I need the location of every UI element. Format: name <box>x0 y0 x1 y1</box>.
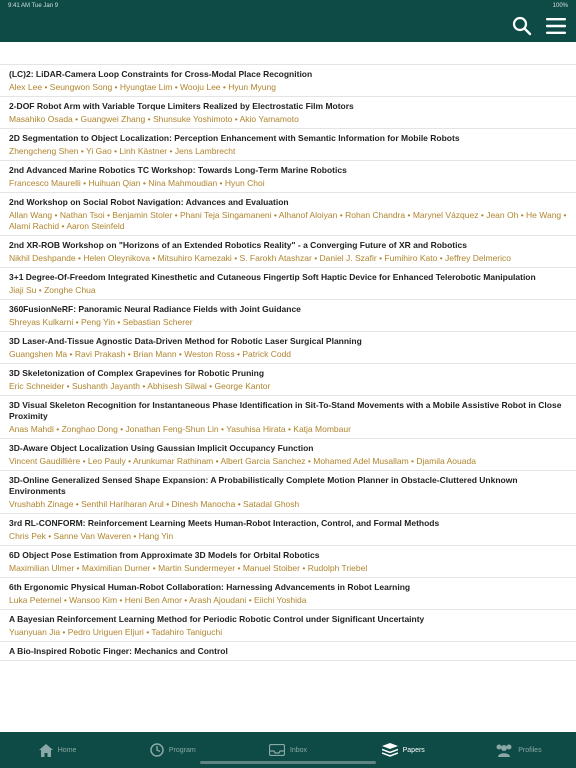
author-separator: • <box>285 424 294 434</box>
author-name: Hyun Myung <box>228 82 276 92</box>
author-name: Hyungtae Lim <box>119 82 173 92</box>
author-separator: • <box>111 146 120 156</box>
author-name: Francesco Maurelli <box>9 178 81 188</box>
author-name: Seungwon Song <box>49 82 113 92</box>
paper-authors <box>9 531 567 542</box>
author-name: Alhanof Aloiyan <box>278 210 338 220</box>
author-name: Nina Mahmoudian <box>148 178 218 188</box>
author-separator: • <box>80 456 88 466</box>
author-separator: • <box>45 531 54 541</box>
author-separator: • <box>73 499 82 509</box>
author-separator: • <box>337 210 346 220</box>
author-separator: • <box>561 210 567 220</box>
author-separator: • <box>42 82 50 92</box>
author-separator: • <box>74 563 82 573</box>
author-name: Aaron Steinfeld <box>66 221 125 231</box>
author-name: Patrick Codd <box>242 349 292 359</box>
paper-title: 2-DOF Robot Arm with Variable Torque Limiters Realized by Electrostatic Film Motors <box>9 101 354 111</box>
author-separator: • <box>299 563 308 573</box>
author-name: Vrushabh Zinage <box>9 499 74 509</box>
author-name: Pedro Uriguen Eljuri <box>67 627 144 637</box>
author-name: Arash Ajoudani <box>189 595 247 605</box>
paper-list-item[interactable] <box>0 396 576 439</box>
paper-title: A Bayesian Reinforcement Learning Method for Periodic Robotic Control under Significant Uncertainty <box>9 614 425 624</box>
paper-title: 2nd XR-ROB Workshop on "Horizons of an Extended Robotics Reality" - a Converging Future of XR and Robotics <box>9 240 467 250</box>
author-separator: • <box>140 381 148 391</box>
paper-authors <box>9 146 567 157</box>
author-name: Martin Sundermeyer <box>158 563 236 573</box>
home-icon <box>39 744 53 757</box>
paper-authors <box>9 82 567 93</box>
author-name: Anas Mahdi <box>9 424 54 434</box>
tab-label: Profiles <box>518 746 542 754</box>
author-separator: • <box>117 595 125 605</box>
author-name: Vincent Gaudillière <box>9 456 81 466</box>
paper-authors <box>9 499 567 510</box>
status-battery: 100% <box>552 3 568 9</box>
paper-title: 3D-Aware Object Localization Using Gaussian Implicit Occupancy Function <box>9 443 314 453</box>
author-name: Sebastian Scherer <box>122 317 193 327</box>
paper-list-item[interactable] <box>0 514 576 546</box>
profiles-icon <box>495 743 513 757</box>
author-name: Fumihiro Kato <box>384 253 438 263</box>
author-separator: • <box>36 285 45 295</box>
paper-authors <box>9 381 567 392</box>
author-separator: • <box>235 563 243 573</box>
author-separator: • <box>64 381 72 391</box>
author-separator: • <box>75 253 84 263</box>
paper-list-item[interactable] <box>0 642 576 661</box>
paper-authors <box>9 595 567 606</box>
paper-authors <box>9 114 567 125</box>
tab-profiles[interactable] <box>461 732 576 768</box>
author-name: S. Farokh Atashzar <box>239 253 312 263</box>
author-name: Chris Pek <box>9 531 46 541</box>
tab-home[interactable] <box>0 732 115 768</box>
paper-authors <box>9 563 567 574</box>
paper-list-item[interactable] <box>0 610 576 642</box>
author-name: Heni Ben Amor <box>124 595 182 605</box>
author-name: Nikhil Deshpande <box>9 253 76 263</box>
author-name: Linh Kästner <box>119 146 168 156</box>
author-name: He Wang <box>526 210 562 220</box>
tab-label: Home <box>57 746 77 754</box>
author-name: Luka Peternel <box>9 595 62 605</box>
author-separator: • <box>231 253 240 263</box>
inbox-icon <box>269 744 285 756</box>
author-name: Jens Lambrecht <box>174 146 236 156</box>
paper-title: 3+1 Degree-Of-Freedom Integrated Kinesthetic and Cutaneous Fingertip Soft Haptic Device for Enhanced Telerobotic Manipulation <box>9 272 536 282</box>
author-name: Alami Rachid <box>9 221 60 231</box>
author-name: Eiichi Yoshida <box>254 595 307 605</box>
author-separator: • <box>125 456 133 466</box>
papers-icon <box>382 743 398 757</box>
tab-label: Program <box>168 746 196 754</box>
author-separator: • <box>80 178 89 188</box>
paper-authors <box>9 424 567 435</box>
author-name: Sushanth Jayanth <box>71 381 141 391</box>
paper-title: 3rd RL-CONFORM: Reinforcement Learning Meets Human-Robot Interaction, Control, and Formal Methods <box>9 518 440 528</box>
paper-authors <box>9 210 567 232</box>
paper-title: 3D Laser-And-Tissue Agnostic Data-Driven Method for Robotic Laser Surgical Planning <box>9 336 362 346</box>
author-name: Weston Ross <box>184 349 235 359</box>
author-name: Nathan Tsoi <box>59 210 105 220</box>
author-separator: • <box>125 349 134 359</box>
search-icon[interactable] <box>512 16 532 36</box>
paper-authors <box>9 627 567 638</box>
author-name: Guangwei Zhang <box>80 114 146 124</box>
author-separator: • <box>143 627 152 637</box>
author-name: Daniel J. Szafir <box>319 253 377 263</box>
paper-list-item[interactable] <box>0 161 576 193</box>
author-name: Jiaji Su <box>9 285 37 295</box>
paper-list-item[interactable] <box>0 332 576 364</box>
paper-title: 6th Ergonomic Physical Human-Robot Collaboration: Harnessing Advancements in Robot Learning <box>9 582 411 592</box>
author-separator: • <box>246 595 255 605</box>
author-separator: • <box>478 210 487 220</box>
author-separator: • <box>206 381 215 391</box>
paper-title: 6D Object Pose Estimation from Approximate 3D Models for Orbital Robotics <box>9 550 320 560</box>
author-name: Katja Mombaur <box>293 424 351 434</box>
paper-title: (LC)2: LiDAR-Camera Loop Constraints for Cross-Modal Place Recognition <box>9 69 313 79</box>
paper-list-item[interactable] <box>0 268 576 300</box>
author-name: Yi Gao <box>86 146 112 156</box>
paper-list-item[interactable] <box>0 471 576 514</box>
paper-list-item[interactable] <box>0 97 576 129</box>
author-name: Rohan Chandra <box>345 210 406 220</box>
author-name: Zhengcheng Shen <box>9 146 79 156</box>
author-separator: • <box>232 114 240 124</box>
paper-list-item[interactable] <box>0 65 576 97</box>
top-bar <box>0 0 576 42</box>
paper-title: A Bio-Inspired Robotic Finger: Mechanics and Control <box>9 646 228 656</box>
paper-list-item[interactable] <box>0 364 576 396</box>
author-name: Mohamed Adel Musallam <box>313 456 409 466</box>
paper-list-item[interactable] <box>0 129 576 161</box>
author-separator: • <box>408 456 417 466</box>
author-separator: • <box>176 349 185 359</box>
author-separator: • <box>437 253 446 263</box>
author-separator: • <box>163 499 172 509</box>
paper-title: 360FusionNeRF: Panoramic Neural Radiance Fields with Joint Guidance <box>9 304 301 314</box>
author-name: Rudolph Triebel <box>307 563 368 573</box>
author-separator: • <box>60 627 68 637</box>
author-name: Hyun Choi <box>224 178 265 188</box>
author-name: Maximilian Durner <box>81 563 151 573</box>
status-bar <box>0 0 576 12</box>
paper-title: 3D Skeletonization of Complex Grapevines for Robotic Pruning <box>9 368 265 378</box>
author-name: Jonathan Feng-Shun Lin <box>125 424 219 434</box>
paper-list-item[interactable] <box>0 439 576 471</box>
author-name: Albert Garcia Sanchez <box>220 456 306 466</box>
author-name: George Kantor <box>214 381 271 391</box>
author-name: Guangshen Ma <box>9 349 68 359</box>
author-separator: • <box>78 146 87 156</box>
author-name: Manuel Stoiber <box>242 563 300 573</box>
author-separator: • <box>518 210 527 220</box>
author-name: Hang Yin <box>138 531 174 541</box>
paper-title: 2nd Advanced Marine Robotics TC Workshop: Towards Long-Term Marine Robotics <box>9 165 347 175</box>
author-name: Allan Wang <box>9 210 53 220</box>
paper-list-item[interactable] <box>0 236 576 268</box>
author-separator: • <box>235 499 244 509</box>
author-separator: • <box>115 317 123 327</box>
author-name: Djamila Aouada <box>416 456 476 466</box>
author-separator: • <box>52 210 60 220</box>
paper-authors <box>9 285 567 296</box>
author-name: Jean Oh <box>486 210 519 220</box>
author-name: Marynel Vázquez <box>412 210 479 220</box>
author-name: Peng Yin <box>80 317 115 327</box>
author-separator: • <box>220 82 229 92</box>
author-separator: • <box>218 424 227 434</box>
author-name: Benjamin Stoler <box>112 210 173 220</box>
author-separator: • <box>305 456 314 466</box>
paper-list-item[interactable] <box>0 193 576 236</box>
paper-authors <box>9 456 567 467</box>
status-time: 9:41 AM Tue Jan 9 <box>8 3 59 9</box>
author-name: Shunsuke Yoshimoto <box>152 114 233 124</box>
author-name: Mitsuhiro Kamezaki <box>157 253 232 263</box>
paper-list <box>0 64 576 733</box>
author-name: Alex Lee <box>9 82 43 92</box>
author-name: Shreyas Kulkarni <box>9 317 74 327</box>
author-name: Wooju Lee <box>180 82 221 92</box>
tab-label: Inbox <box>289 746 308 754</box>
paper-authors <box>9 253 567 264</box>
author-separator: • <box>217 178 225 188</box>
author-separator: • <box>167 146 175 156</box>
author-separator: • <box>172 210 181 220</box>
author-name: Abhisesh Silwal <box>147 381 207 391</box>
tab-label: Papers <box>402 746 425 754</box>
author-separator: • <box>72 114 81 124</box>
paper-authors <box>9 178 567 189</box>
paper-authors <box>9 317 567 328</box>
author-name: Arunkumar Rathinam <box>132 456 214 466</box>
author-name: Zonghao Dong <box>61 424 118 434</box>
author-separator: • <box>405 210 413 220</box>
author-separator: • <box>104 210 113 220</box>
author-name: Zonghe Chua <box>44 285 96 295</box>
paper-list-item[interactable] <box>0 578 576 610</box>
author-name: Dinesh Manocha <box>171 499 236 509</box>
author-name: Brian Mann <box>133 349 177 359</box>
home-indicator <box>200 761 376 764</box>
author-name: Masahiko Osada <box>9 114 73 124</box>
author-name: Jeffrey Delmerico <box>445 253 512 263</box>
author-name: Yuanyuan Jia <box>9 627 61 637</box>
author-name: Maximilian Ulmer <box>9 563 75 573</box>
author-name: Senthil Hariharan Arul <box>81 499 164 509</box>
paper-authors <box>9 349 567 360</box>
author-name: Phani Teja Singamaneni <box>180 210 272 220</box>
author-separator: • <box>140 178 149 188</box>
author-separator: • <box>53 424 62 434</box>
clock-icon <box>150 743 164 757</box>
author-name: Satadal Ghosh <box>243 499 300 509</box>
author-separator: • <box>112 82 120 92</box>
author-separator: • <box>181 595 190 605</box>
author-name: Ravi Prakash <box>74 349 126 359</box>
author-separator: • <box>149 253 158 263</box>
author-name: Tadahiro Taniguchi <box>151 627 223 637</box>
paper-title: 2nd Workshop on Social Robot Navigation: Advances and Evaluation <box>9 197 289 207</box>
author-separator: • <box>61 595 70 605</box>
paper-title: 2D Segmentation to Object Localization: Perception Enhancement with Semantic Information for Mobile Robots <box>9 133 460 143</box>
author-separator: • <box>234 349 243 359</box>
author-separator: • <box>213 456 221 466</box>
author-separator: • <box>59 221 67 231</box>
author-separator: • <box>145 114 153 124</box>
author-name: Wansoo Kim <box>69 595 118 605</box>
author-name: Leo Pauly <box>87 456 126 466</box>
author-separator: • <box>311 253 320 263</box>
author-separator: • <box>172 82 181 92</box>
author-name: Huihuan Qian <box>88 178 141 188</box>
menu-icon[interactable] <box>546 16 566 36</box>
author-separator: • <box>271 210 279 220</box>
author-name: Akio Yamamoto <box>239 114 299 124</box>
author-separator: • <box>150 563 159 573</box>
author-name: Helen Oleynikova <box>83 253 150 263</box>
paper-title: 3D-Online Generalized Sensed Shape Expansion: A Probabilistically Complete Motion Planner in Obstacle-Cluttered Unknown Environments <box>9 475 518 496</box>
paper-list-item[interactable] <box>0 546 576 578</box>
author-name: Eric Schneider <box>9 381 65 391</box>
author-name: Sanne Van Waveren <box>53 531 132 541</box>
author-separator: • <box>117 424 126 434</box>
author-separator: • <box>376 253 385 263</box>
author-separator: • <box>131 531 139 541</box>
paper-title: 3D Visual Skeleton Recognition for Instantaneous Phase Identification in Sit-To-Stand Movements with a Mobile Assistive Robot in Close Proximity <box>9 400 562 421</box>
author-separator: • <box>67 349 75 359</box>
author-name: Yasuhisa Hirata <box>226 424 286 434</box>
author-separator: • <box>73 317 81 327</box>
paper-list-item[interactable] <box>0 300 576 332</box>
